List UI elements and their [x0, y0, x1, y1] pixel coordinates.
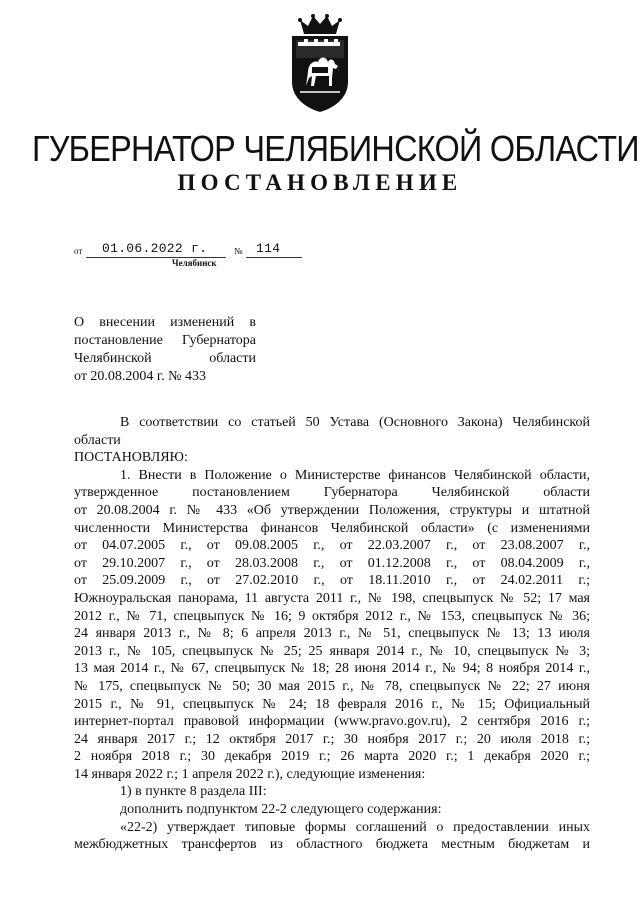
- body-line: от 20.08.2004 г. № 433 «Об утверждении Положения, структуры и штатной: [74, 502, 590, 518]
- body-line: численности Министерства финансов Челябинской области» (с изменениями: [74, 520, 590, 536]
- body-line: ПОСТАНОВЛЯЮ:: [74, 450, 188, 466]
- dateline: [74, 236, 314, 260]
- body-line: от 04.07.2005 г., от 09.08.2005 г., от 22.03.2007 г., от 23.08.2007 г.,: [74, 538, 590, 554]
- body-line: 1. Внести в Положение о Министерстве финансов Челябинской области,: [120, 467, 590, 483]
- body-line: 2015 г., № 91, спецвыпуск № 24; 18 февраля 2016 г., № 15; Официальный: [74, 696, 590, 712]
- document-date: 01.06.2022 г.: [102, 241, 208, 256]
- subject-line: постановление Губернатора: [74, 333, 256, 348]
- subject-line: Челябинской области: [74, 351, 256, 366]
- body-line: межбюджетных трансфертов из областного бюджета местным бюджетам и: [74, 837, 590, 853]
- body-line: 24 января 2017 г.; 12 октября 2017 г.; 30 ноября 2017 г.; 20 июля 2018 г.;: [74, 731, 590, 747]
- body-line: Южноуральская панорама, 11 августа 2011 г., № 198, спецвыпуск № 52; 17 мая: [74, 590, 590, 606]
- number-label: №: [234, 246, 243, 256]
- body-line: утвержденное постановлением Губернатора Челябинской области: [74, 485, 590, 501]
- subject-line: О внесении изменений в: [74, 315, 256, 330]
- document-type: ПОСТАНОВЛЕНИЕ: [177, 170, 463, 195]
- body-line: 24 января 2013 г., № 8; 6 апреля 2013 г., № 51, спецвыпуск № 13; 13 июля: [74, 626, 590, 642]
- document-body: [74, 414, 590, 854]
- body-line: «22-2) утверждает типовые формы соглашений о предоставлении иных: [120, 819, 590, 835]
- body-line: 2 ноября 2018 г.; 30 декабря 2019 г.; 26 марта 2020 г.; 1 декабря 2020 г.;: [74, 749, 590, 765]
- body-line: дополнить подпунктом 22-2 следующего содержания:: [120, 802, 442, 818]
- subject-line: от 20.08.2004 г. № 433: [74, 369, 206, 384]
- document-number: 114: [256, 241, 281, 256]
- number-underline: [246, 257, 302, 258]
- body-line: 2012 г., № 71, спецвыпуск № 16; 9 октября 2012 г., № 153, спецвыпуск № 36;: [74, 608, 590, 624]
- document-subject: [74, 314, 256, 386]
- body-line: области: [74, 432, 121, 448]
- coat-of-arms-icon: [286, 12, 354, 114]
- body-line: интернет-портал правовой информации (www.pravo.gov.ru), 2 сентября 2016 г.;: [74, 714, 590, 730]
- page-title: ГУБЕРНАТОР ЧЕЛЯБИНСКОЙ ОБЛАСТИ: [32, 128, 639, 169]
- city-label: Челябинск: [172, 258, 217, 268]
- date-from-label: от: [74, 246, 83, 256]
- body-line: от 29.10.2007 г., от 28.03.2008 г., от 01.12.2008 г., от 08.04.2009 г.,: [74, 555, 590, 571]
- body-line: 1) в пункте 8 раздела III:: [120, 784, 267, 800]
- body-line: от 25.09.2009 г., от 27.02.2010 г., от 18.11.2010 г., от 24.02.2011 г.;: [74, 573, 590, 589]
- body-line: 14 января 2022 г.; 1 апреля 2022 г.), следующие изменения:: [74, 766, 426, 782]
- body-line: 13 мая 2014 г., № 67, спецвыпуск № 18; 28 июня 2014 г., № 94; 8 ноября 2014 г.,: [74, 661, 590, 677]
- body-line: 2013 г., № 105, спецвыпуск № 25; 25 января 2014 г., № 10, спецвыпуск № 3;: [74, 643, 590, 659]
- body-line: В соответствии со статьей 50 Устава (Основного Закона) Челябинской: [120, 415, 590, 430]
- body-line: № 175, спецвыпуск № 50; 30 мая 2015 г., № 78, спецвыпуск № 22; 27 июня: [74, 678, 590, 694]
